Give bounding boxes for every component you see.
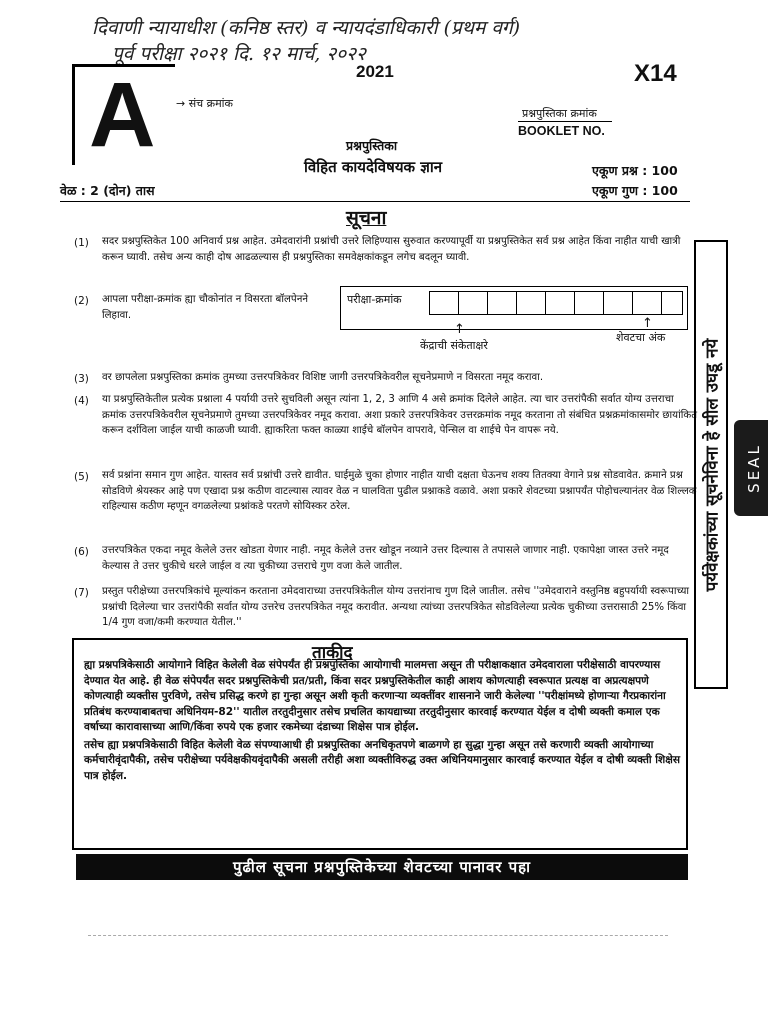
roll-digit-cell[interactable] <box>516 291 546 315</box>
instruction-number: (7) <box>74 587 89 599</box>
up-arrow-icon: ↑ <box>454 322 465 337</box>
handwritten-title-line1: दिवाणी न्यायाधीश (कनिष्ठ स्तर) व न्यायदंडाधिकारी (प्रथम वर्ग) <box>92 17 521 39</box>
total-questions: एकूण प्रश्न : 100 <box>592 163 678 178</box>
divider <box>88 935 668 936</box>
seal-tab <box>734 420 768 516</box>
set-label: → संच क्रमांक <box>176 97 233 110</box>
instruction-text: सदर प्रश्नपुस्तिकेत 100 अनिवार्य प्रश्न आहेत. उमेदवारांनी प्रश्नांची उत्तरे लिहिण्यास सुरुवात करण्यापूर्वी या प्रश्नपुस्तिकेत सर्व प्रश्न आहेत किंवा नाहीत याची खात्री करून घ्यावी. तसेच अन्य काही दोष आढळल्यास ही प्रश्नपुस्तिका समवेक्षकांकडून लगेच बदलून घ्यावी. <box>102 236 681 263</box>
seal-warning-side-box <box>694 240 728 689</box>
total-marks: एकूण गुण : 100 <box>592 183 678 198</box>
set-letter-box <box>72 64 175 165</box>
instruction-text: उत्तरपत्रिकेत एकदा नमूद केलेले उत्तर खोडता येणार नाही. नमूद केलेले उत्तर खोडून नव्याने उत्तर दिल्यास ते तपासले जाणार नाही. एकापेक्षा जास्त उत्तरे नमूद केल्यास ते उत्तर चुकीचे धरले जाईल व त्या चुकीच्या उत्तराचे गुण वजा केले जातील. <box>102 545 669 572</box>
up-arrow-icon: ↑ <box>642 316 653 331</box>
year: 2021 <box>356 62 394 81</box>
warning-title: ताकीद <box>312 643 353 663</box>
warning-body <box>84 658 680 784</box>
subject-title: विहित कायदेविषयक ज्ञान <box>304 158 443 176</box>
warning-paragraph: तसेच ह्या प्रश्नपत्रिकेसाठी विहित केलेली वेळ संपण्याआधी ही प्रश्नपुस्तिका अनधिकृतपणे बाळगणे हा सुद्धा गुन्हा असून तसे करणारी व्यक्ती आयोगाच्या कर्मचारीवृंदापैकी, तसेच परीक्षेच्या पर्यवेक्षकीयवृंदापैकी असली तरीही अशा व्यक्तीविरुद्ध उक्त अधिनियमानुसार कारवाई करण्यात येईल व दोषी व्यक्ती शिक्षेस पात्र होईल. <box>84 738 681 782</box>
roll-digit-cell[interactable] <box>487 291 517 315</box>
paper-code: X14 <box>634 60 677 87</box>
instruction-number: (5) <box>74 471 89 483</box>
instruction-number: (2) <box>74 295 89 307</box>
instructions-title: सूचना <box>346 207 387 229</box>
booklet-no-label-mr: प्रश्नपुस्तिका क्रमांक <box>522 107 597 120</box>
instruction-text: आपला परीक्षा-क्रमांक ह्या चौकोनांत न विसरता बॉलपेनने लिहावा. <box>102 294 309 321</box>
instruction-text: सर्व प्रश्नांना समान गुण आहेत. यास्तव सर्व प्रश्नांची उत्तरे द्यावीत. घाईमुळे चुका होणार नाहीत याची दक्षता घेऊनच शक्य तितक्या वेगाने प्रश्न सोडवावेत. क्रमाने प्रश्न सोडविणे श्रेयस्कर आहे पण एखादा प्रश्न कठीण वाटल्यास त्यावर वेळ न घालविता पुढील प्रश्नाकडे वळावे. अशा प्रकारे शेवटच्या प्रश्नापर्यंत पोहोचल्यानंतर वेळ शिल्लक राहिल्यास कठीण म्हणून वगळलेल्या प्रश्नांकडे परतणे सोयिस्कर ठरेल. <box>102 470 697 512</box>
roll-digit-cell[interactable] <box>661 291 683 315</box>
roll-digit-cell[interactable] <box>574 291 604 315</box>
booklet-no-label-en: BOOKLET NO. <box>518 124 605 138</box>
handwritten-title-line2: पूर्व परीक्षा २०२१ दि. १२ मार्च, २०२२ <box>112 43 366 65</box>
seal-warning-text: पर्यवेक्षकांच्या सूचनेविना हे सील उघडू नये <box>702 338 723 591</box>
instruction-number: (3) <box>74 373 89 385</box>
instruction-text: प्रस्तुत परीक्षेच्या उत्तरपत्रिकांचे मूल्यांकन करताना उमेदवाराच्या उत्तरपत्रिकेतील योग्य उत्तरांनाच गुण दिले जातील. तसेच ''उमेदवाराने वस्तुनिष्ठ बहुपर्यायी स्वरूपाच्या प्रश्नांची दिलेल्या चार उत्तरांपैकी सर्वात योग्य उत्तरेच उत्तरपत्रिकेत नमूद करावीत. अन्यथा त्यांच्या उत्तरपत्रिकेत सोडविलेल्या प्रत्येक चुकीच्या उत्तरासाठी 25% किंवा 1/4 गुण वजा/कमी करण्यात येतील.'' <box>102 586 690 628</box>
header-divider <box>60 201 690 202</box>
roll-number-label: परीक्षा-क्रमांक <box>347 293 402 306</box>
last-digit-label: शेवटचा अंक <box>616 331 666 344</box>
booklet-no-rule <box>518 121 612 122</box>
warning-paragraph: ह्या प्रश्नपत्रिकेसाठी आयोगाने विहित केलेली वेळ संपेपर्यंत ही प्रश्नपुस्तिका आयोगाची मालमत्ता असून ती परीक्षाकक्षात उमेदवाराला परीक्षेसाठी वापरण्यास देण्यात येत आहे. ही वेळ संपेपर्यंत सदर प्रश्नपुस्तिकेची प्रत/प्रती, किंवा सदर प्रश्नपुस्तिकेतील काही आशय कोणत्याही स्वरूपात प्रत्यक्ष वा अप्रत्यक्षपणे कोणत्याही व्यक्तीस पुरविणे, तसेच प्रसिद्ध करणे हा गुन्हा असून अशी कृती करणाऱ्या व्यक्तींवर शासनाने जारी केलेल्या ''परीक्षांमध्ये होणाऱ्या गैरप्रकारांना प्रतिबंध करण्याबाबतचा अधिनियम-82'' यातील तरतुदीनुसार तसेच प्रचलित कायद्याच्या तरतुदीनुसार कारवाई करण्यात येईल व दोषी व्यक्ती कमाल एक वर्षाच्या कारावासाच्या आणि/किंवा रुपये एक हजार रकमेच्या दंडाच्या शिक्षेस पात्र होईल. <box>84 659 666 733</box>
set-letter: A <box>89 64 156 166</box>
roll-digit-cell[interactable] <box>603 291 633 315</box>
footer-banner: पुढील सूचना प्रश्नपुस्तिकेच्या शेवटच्या पानावर पहा <box>76 854 688 880</box>
duration: वेळ : 2 (दोन) तास <box>60 183 155 198</box>
roll-digit-cell[interactable] <box>545 291 575 315</box>
roll-digit-cell[interactable] <box>429 291 459 315</box>
roll-number-box <box>340 286 688 330</box>
center-code-label: केंद्राची संकेताक्षरे <box>420 339 488 352</box>
seal-label: SEAL <box>745 443 763 493</box>
booklet-label: प्रश्नपुस्तिका <box>346 138 398 153</box>
instruction-number: (4) <box>74 395 89 407</box>
instruction-text: वर छापलेला प्रश्नपुस्तिका क्रमांक तुमच्या उत्तरपत्रिकेवर विशिष्ट जागी उत्तरपत्रिकेवरील सूचनेप्रमाणे न विसरता नमूद करावा. <box>102 372 544 383</box>
roll-digit-cell[interactable] <box>632 291 662 315</box>
instruction-text: या प्रश्नपुस्तिकेतील प्रत्येक प्रश्नाला 4 पर्यायी उत्तरे सुचविली असून त्यांना 1, 2, 3 आणि 4 असे क्रमांक दिलेले आहेत. त्या चार उत्तरांपैकी सर्वात योग्य उत्तराचा क्रमांक उत्तरपत्रिकेवरील सूचनेप्रमाणे तुमच्या उत्तरपत्रिकेवर नमूद करावा. अशा प्रकारे उत्तरपत्रिकेवर उत्तरक्रमांक नमूद करताना तो संबंधित प्रश्नक्रमांकासमोर छायांकित करून दर्शविला जाईल याची काळजी घ्यावी. ह्याकरिता फक्त काळ्या शाईचे बॉलपेन वापरावे, पेन्सिल वा शाईचे पेन वापरू नये. <box>102 394 698 436</box>
roll-digit-cell[interactable] <box>458 291 488 315</box>
instruction-number: (6) <box>74 546 89 558</box>
instruction-number: (1) <box>74 237 89 249</box>
